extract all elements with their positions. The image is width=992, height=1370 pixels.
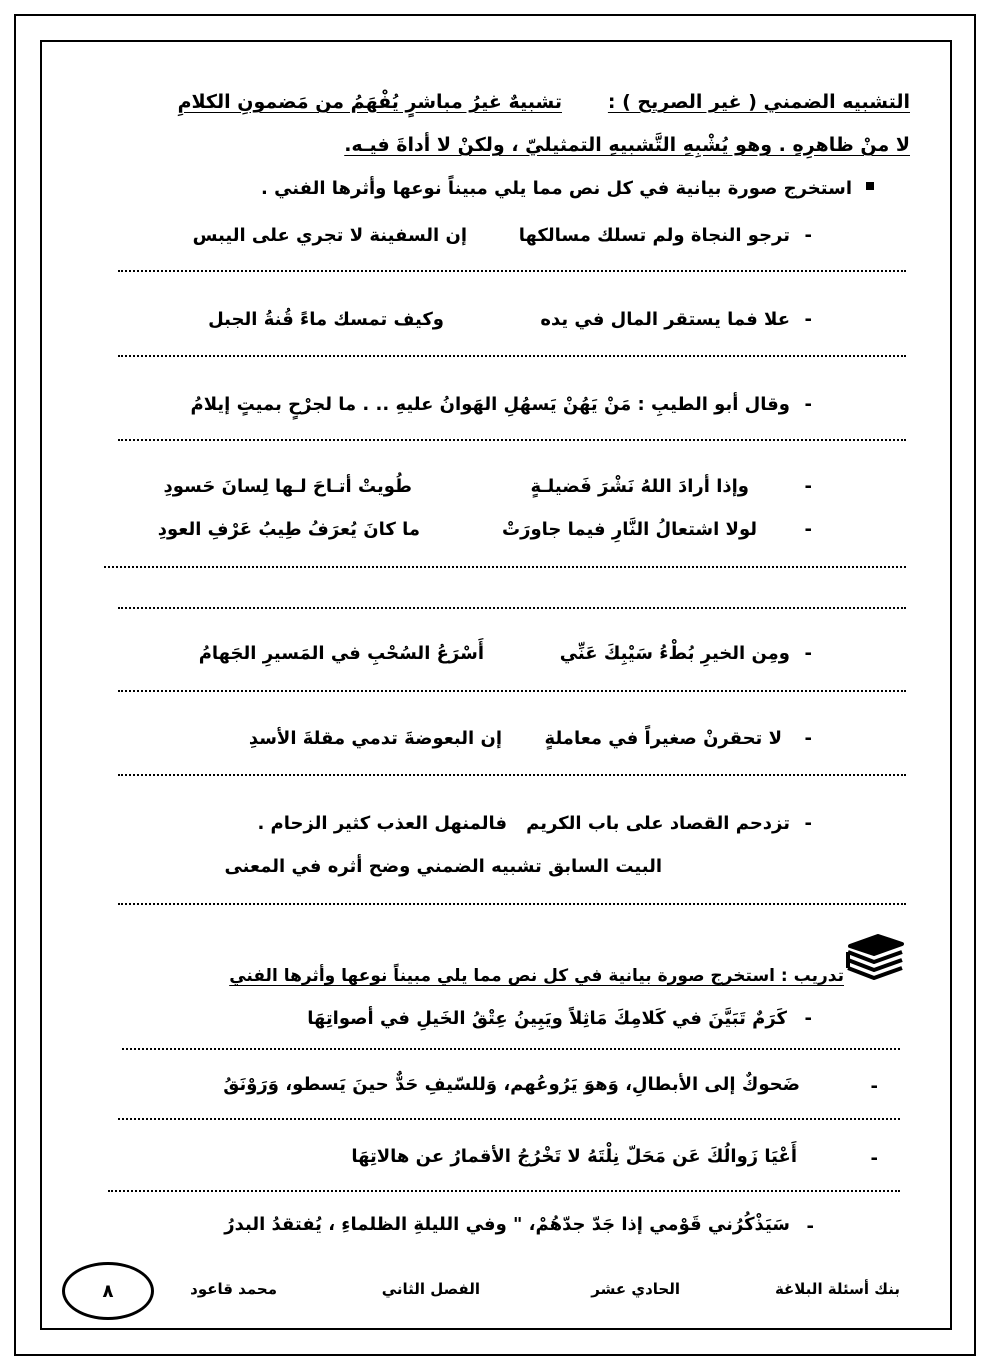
item-6-second-hemistich: أَسْرَعُ السُحْبِ في المَسيرِ الجَهامُ [198, 643, 484, 664]
dash-marker: - [804, 1008, 812, 1029]
item-1-second-hemistich: إن السفينة لا تجري على اليبس [192, 225, 467, 246]
term-heading: التشبيه الضمني ( غير الصريح ) : [607, 91, 910, 113]
footer-grade: الحادي عشر [591, 1280, 680, 1298]
dash-marker: - [804, 643, 812, 664]
footer-bank-title: بنك أسئلة البلاغة [774, 1280, 900, 1298]
item-7-second-hemistich: إن البعوضةَ تدمي مقلةَ الأسدِ [248, 728, 502, 749]
page-number: ٨ [62, 1262, 154, 1320]
footer-author: محمد قاعود [190, 1280, 277, 1298]
dash-marker: - [804, 519, 812, 540]
dash-marker: - [804, 394, 812, 415]
item-8-first-hemistich: تزدحم القصاد على باب الكريم [526, 813, 790, 834]
item-3-verse: وقال أبو الطيبِ : مَنْ يَهُنْ يَسهُلِ الهَوانُ عليهِ .. . ما لجرْحٍ بميتٍ إيلامُ [190, 394, 790, 415]
answer-line [118, 607, 906, 609]
answer-line [118, 903, 906, 905]
item-4-first-hemistich: وإذا أرادَ اللهُ نَشْرَ فَضيلـةٍ [530, 476, 749, 497]
item-5-second-hemistich: ما كانَ يُعرَفُ طِيبُ عَرْفِ العودِ [157, 519, 420, 540]
item-1-first-hemistich: ترجو النجاة ولم تسلك مسالكها [518, 225, 790, 246]
training-verse-2: ضَحوكٌ إلى الأبطالِ، وَهوَ يَرُوعُهم، وَللسّيفِ حَدٌّ حينَ يَسطو، وَرَوْنَقُ [223, 1074, 800, 1095]
training-verse-1: كَرَمٌ تَبَيَّنَ في كَلامِكَ مَاثِلاً ويَبِينُ عِتْقُ الخَيلِ في أصواتِهَا [307, 1008, 787, 1029]
answer-line [104, 566, 906, 568]
item-2-first-hemistich: علا فما يستقر المال في يده [540, 309, 790, 330]
answer-line [118, 270, 906, 272]
dash-marker: - [870, 1148, 878, 1169]
definition-line-2: لا منْ ظاهرِهِ . وهو يُشْبِهِ التَّشبيهِ التمثيليّ ، ولكنْ لا أداةَ فيـه. [344, 134, 910, 156]
training-verse-4: سَيَذْكُرُني قَوْمي إذا جَدّ جدّهُمْ، " وفي الليلةِ الظلماءِ ، يُفتقدُ البدرُ [224, 1214, 790, 1235]
inner-frame [40, 40, 952, 1330]
item-4-second-hemistich: طُويتْ أتـاحَ لـها لِسانَ حَسودِ [163, 476, 412, 497]
answer-line [118, 355, 906, 357]
training-title: تدريب : استخرج صورة بيانية في كل نص مما يلي مبيناً نوعها وأثرها الفني [229, 966, 844, 986]
training-verse-3: أَعْيَا زَوالُكَ عَن مَحَلّ نِلْتَهُ لا تَخْرُجُ الأقمارُ عن هالاتِهَا [351, 1146, 797, 1167]
dash-marker: - [806, 1216, 814, 1237]
answer-line [118, 1118, 900, 1120]
books-icon [844, 932, 906, 982]
item-2-second-hemistich: وكيف تمسك ماءً قُنةُ الجبل [208, 309, 444, 330]
dash-marker: - [870, 1076, 878, 1097]
answer-line [118, 774, 906, 776]
answer-line [108, 1190, 900, 1192]
bullet-icon [866, 182, 874, 190]
item-6-first-hemistich: ومِن الخيرِ بُطْءُ سَيْبِكَ عَنِّي [559, 643, 790, 664]
dash-marker: - [804, 225, 812, 246]
item-7-first-hemistich: لا تحقرنْ صغيراً في معاملةٍ [544, 728, 782, 749]
instruction: استخرج صورة بيانية في كل نص مما يلي مبيناً نوعها وأثرها الفني . [260, 178, 852, 199]
dash-marker: - [804, 728, 812, 749]
dash-marker: - [804, 813, 812, 834]
dash-marker: - [804, 309, 812, 330]
answer-line [122, 1048, 900, 1050]
dash-marker: - [804, 476, 812, 497]
item-5-first-hemistich: لولا اشتعالُ النَّارِ فيما جاورَتْ [502, 519, 757, 540]
footer-semester: الفصل الثاني [381, 1280, 480, 1298]
definition-line-1: تشبيهٌ غيرُ مباشرٍ يُفْهَمُ من مَضمونِ الكلامِ [177, 91, 562, 113]
answer-line [118, 439, 906, 441]
answer-line [118, 690, 906, 692]
item-8-second-hemistich: فالمنهل العذب كثير الزحام . [257, 813, 507, 834]
item-8-note: البيت السابق تشبيه الضمني وضح أثره في المعنى [224, 856, 662, 877]
